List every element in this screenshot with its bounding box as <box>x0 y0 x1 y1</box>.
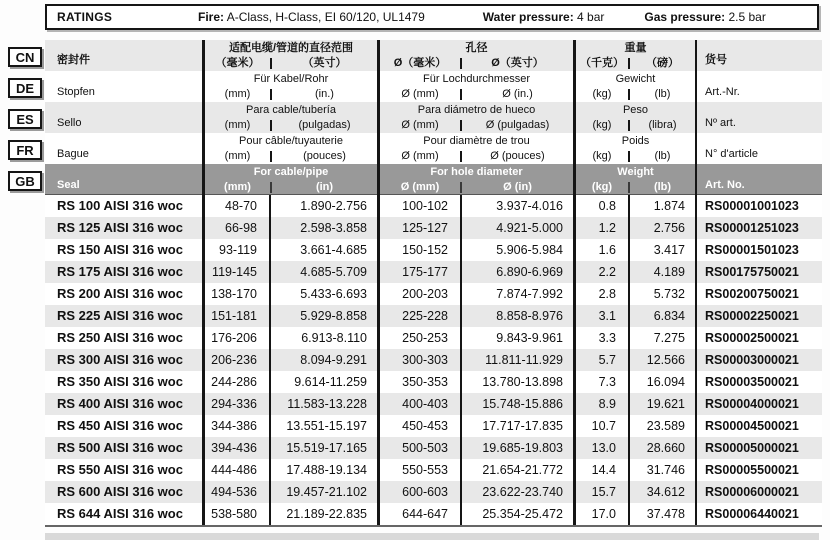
hole-diameter-group-units <box>380 179 573 195</box>
art-no-cell: RS00006440021 <box>705 507 799 521</box>
header-seal-cell <box>45 40 205 71</box>
table-row <box>45 217 822 239</box>
rating-label: Gas pressure: <box>644 10 726 24</box>
rating-gas-pressure <box>644 10 765 24</box>
cable-pipe-group <box>205 40 380 71</box>
weight-group <box>576 164 697 195</box>
cable-in-cell: 13.551-15.197 <box>271 415 380 437</box>
hole-in-cell: 13.780-13.898 <box>462 371 576 393</box>
art-no-cell: RS00002250021 <box>705 309 799 323</box>
seal-name-cell: RS 450 AISI 316 woc <box>45 415 205 437</box>
hole-in-cell: 6.890-6.969 <box>462 261 576 283</box>
cable-pipe-group-units <box>205 117 377 133</box>
lang-tag-de: DE <box>8 78 42 98</box>
weight-lb-cell: 31.746 <box>630 459 697 481</box>
weight-group-units <box>576 117 695 133</box>
weight-group-unit-left: (kg) <box>592 119 612 131</box>
hole-diameter-group <box>380 102 576 133</box>
weight-lb-cell: 16.094 <box>630 371 697 393</box>
weight-lb-cell: 6.834 <box>630 305 697 327</box>
cable-in-cell: 19.457-21.102 <box>271 481 380 503</box>
header-art-cell <box>697 71 822 102</box>
hole-diameter-group-unit-left: Ø (mm) <box>401 119 439 131</box>
weight-group-units <box>576 179 695 195</box>
table-row <box>45 195 822 217</box>
table-row <box>45 415 822 437</box>
cable-pipe-group-title: Für Kabel/Rohr <box>253 73 329 85</box>
hole-mm-cell: 150-152 <box>380 239 462 261</box>
weight-group-title: Poids <box>621 135 650 147</box>
hole-in-cell: 15.748-15.886 <box>462 393 576 415</box>
weight-group-units <box>576 86 695 102</box>
weight-group-units <box>576 148 695 164</box>
weight-lb-cell: 34.612 <box>630 481 697 503</box>
hole-diameter-group-unit-left: Ø (mm) <box>400 181 440 193</box>
header-seal-cell <box>45 102 205 133</box>
hole-in-cell: 4.921-5.000 <box>462 217 576 239</box>
header-art-cell <box>697 102 822 133</box>
header-art-label: Art. No. <box>705 179 745 191</box>
rating-fire <box>198 10 425 24</box>
cable-pipe-group-unit-right: (pouces) <box>303 150 346 162</box>
weight-kg-cell: 1.2 <box>576 217 630 239</box>
cable-in-cell: 9.614-11.259 <box>271 371 380 393</box>
rating-value: 4 bar <box>577 10 605 24</box>
hole-mm-cell: 300-303 <box>380 349 462 371</box>
hole-in-cell: 25.354-25.472 <box>462 503 576 525</box>
hole-diameter-group-unit-left: Ø (mm) <box>401 150 439 162</box>
rating-label: Fire: <box>198 10 225 24</box>
seal-name-cell: RS 225 AISI 316 woc <box>45 305 205 327</box>
weight-kg-cell: 15.7 <box>576 481 630 503</box>
cable-pipe-group-unit-left: (mm) <box>224 181 251 193</box>
header-row-es <box>45 102 822 133</box>
cable-mm-cell: 344-386 <box>205 415 271 437</box>
art-no-cell: RS00003000021 <box>705 353 799 367</box>
hole-mm-cell: 250-253 <box>380 327 462 349</box>
cable-in-cell: 5.433-6.693 <box>271 283 380 305</box>
art-no-cell: RS00006000021 <box>705 485 799 499</box>
art-no-cell: RS00002500021 <box>705 331 799 345</box>
cable-pipe-group-title: 适配电缆/管道的直径范围 <box>228 42 354 54</box>
hole-diameter-group-unit-right: Ø (pulgadas) <box>485 119 550 131</box>
hole-mm-cell: 550-553 <box>380 459 462 481</box>
cable-pipe-group <box>205 102 380 133</box>
weight-kg-cell: 8.9 <box>576 393 630 415</box>
hole-diameter-group-units <box>380 86 573 102</box>
table-row <box>45 349 822 371</box>
hole-in-cell: 23.622-23.740 <box>462 481 576 503</box>
cable-pipe-group-units <box>205 148 377 164</box>
weight-lb-cell: 5.732 <box>630 283 697 305</box>
weight-group-unit-left: (kg) <box>592 150 612 162</box>
cable-pipe-group-title: For cable/pipe <box>253 166 329 178</box>
hole-diameter-group <box>380 164 576 195</box>
cable-in-cell: 8.094-9.291 <box>271 349 380 371</box>
weight-group <box>576 133 697 164</box>
weight-group-unit-right: (lb) <box>653 181 672 193</box>
weight-group <box>576 102 697 133</box>
hole-mm-cell: 400-403 <box>380 393 462 415</box>
seal-name-cell: RS 175 AISI 316 woc <box>45 261 205 283</box>
cable-pipe-group-unit-left: (mm) <box>224 88 251 100</box>
hole-in-cell: 21.654-21.772 <box>462 459 576 481</box>
cable-pipe-group-title: Para cable/tubería <box>246 104 336 116</box>
cable-pipe-group <box>205 133 380 164</box>
header-seal-label: Stopfen <box>57 86 95 98</box>
hole-mm-cell: 225-228 <box>380 305 462 327</box>
cable-in-cell: 3.661-4.685 <box>271 239 380 261</box>
cable-in-cell: 6.913-8.110 <box>271 327 380 349</box>
hole-in-cell: 9.843-9.961 <box>462 327 576 349</box>
header-art-label: 货号 <box>705 54 727 66</box>
art-no-cell: RS00001501023 <box>705 243 799 257</box>
cable-mm-cell: 176-206 <box>205 327 271 349</box>
hole-in-cell: 3.937-4.016 <box>462 195 576 217</box>
seal-name-cell: RS 200 AISI 316 woc <box>45 283 205 305</box>
hole-in-cell: 8.858-8.976 <box>462 305 576 327</box>
ratings-title: RATINGS <box>57 10 113 24</box>
cable-pipe-group-unit-right: （英寸） <box>302 57 347 69</box>
cable-mm-cell: 244-286 <box>205 371 271 393</box>
cable-mm-cell: 151-181 <box>205 305 271 327</box>
cable-mm-cell: 119-145 <box>205 261 271 283</box>
weight-lb-cell: 2.756 <box>630 217 697 239</box>
cable-pipe-group-unit-left: （毫米） <box>215 57 260 69</box>
hole-diameter-group-units <box>380 55 573 71</box>
hole-diameter-group-unit-left: Ø（毫米） <box>393 57 447 69</box>
cable-pipe-group <box>205 164 380 195</box>
cable-pipe-group-unit-left: (mm) <box>224 150 251 162</box>
art-no-cell: RS00004000021 <box>705 397 799 411</box>
weight-lb-cell: 4.189 <box>630 261 697 283</box>
weight-group-unit-left: (kg) <box>592 88 612 100</box>
hole-diameter-group <box>380 40 576 71</box>
lang-tag-fr: FR <box>8 140 42 160</box>
header-seal-cell <box>45 71 205 102</box>
art-no-cell: RS00005500021 <box>705 463 799 477</box>
cable-in-cell: 17.488-19.134 <box>271 459 380 481</box>
weight-kg-cell: 17.0 <box>576 503 630 525</box>
weight-group-unit-right: (lb) <box>654 88 671 100</box>
cable-mm-cell: 206-236 <box>205 349 271 371</box>
weight-group-title: Peso <box>622 104 649 116</box>
weight-group-unit-right: (libra) <box>648 119 677 131</box>
weight-lb-cell: 7.275 <box>630 327 697 349</box>
seal-name-cell: RS 500 AISI 316 woc <box>45 437 205 459</box>
table-header <box>45 40 822 195</box>
hole-mm-cell: 500-503 <box>380 437 462 459</box>
art-no-cell: RS00175750021 <box>705 265 799 279</box>
hole-diameter-group-unit-left: Ø (mm) <box>401 88 439 100</box>
table-row <box>45 481 822 503</box>
seal-name-cell: RS 644 AISI 316 woc <box>45 503 205 525</box>
header-art-cell <box>697 133 822 164</box>
hole-mm-cell: 644-647 <box>380 503 462 525</box>
hole-in-cell: 17.717-17.835 <box>462 415 576 437</box>
header-seal-label: Bague <box>57 148 89 160</box>
table-row <box>45 327 822 349</box>
weight-group-unit-right: (lb) <box>654 150 671 162</box>
weight-group-title: 重量 <box>624 42 647 54</box>
header-row-fr <box>45 133 822 164</box>
table-row <box>45 393 822 415</box>
weight-lb-cell: 19.621 <box>630 393 697 415</box>
seal-name-cell: RS 100 AISI 316 woc <box>45 195 205 217</box>
hole-mm-cell: 200-203 <box>380 283 462 305</box>
weight-kg-cell: 3.1 <box>576 305 630 327</box>
weight-kg-cell: 3.3 <box>576 327 630 349</box>
cable-mm-cell: 294-336 <box>205 393 271 415</box>
weight-kg-cell: 1.6 <box>576 239 630 261</box>
seal-name-cell: RS 350 AISI 316 woc <box>45 371 205 393</box>
cable-pipe-group-unit-right: (pulgadas) <box>298 119 351 131</box>
cable-mm-cell: 48-70 <box>205 195 271 217</box>
rating-value: 2.5 bar <box>728 10 766 24</box>
table-row <box>45 371 822 393</box>
cable-mm-cell: 494-536 <box>205 481 271 503</box>
table-row <box>45 283 822 305</box>
cable-pipe-group-unit-right: (in.) <box>315 88 334 100</box>
hole-diameter-group-unit-right: Ø（英寸） <box>491 57 544 69</box>
hole-in-cell: 19.685-19.803 <box>462 437 576 459</box>
weight-group-title: Weight <box>617 166 654 178</box>
cable-pipe-group <box>205 71 380 102</box>
header-seal-cell <box>45 133 205 164</box>
cable-pipe-group-unit-right: (in) <box>315 181 334 193</box>
hole-mm-cell: 100-102 <box>380 195 462 217</box>
hole-diameter-group-title: For hole diameter <box>430 166 523 178</box>
hole-diameter-group-title: Für Lochdurchmesser <box>423 73 530 85</box>
seal-name-cell: RS 250 AISI 316 woc <box>45 327 205 349</box>
rating-label: Water pressure: <box>482 10 574 24</box>
seal-name-cell: RS 400 AISI 316 woc <box>45 393 205 415</box>
art-no-cell: RS00001001023 <box>705 199 799 213</box>
art-no-cell: RS00004500021 <box>705 419 799 433</box>
art-no-cell: RS00003500021 <box>705 375 799 389</box>
hole-diameter-group <box>380 71 576 102</box>
hole-mm-cell: 175-177 <box>380 261 462 283</box>
hole-diameter-group <box>380 133 576 164</box>
hole-in-cell: 11.811-11.929 <box>462 349 576 371</box>
hole-mm-cell: 450-453 <box>380 415 462 437</box>
cable-mm-cell: 444-486 <box>205 459 271 481</box>
weight-lb-cell: 23.589 <box>630 415 697 437</box>
header-seal-label: Seal <box>57 179 80 191</box>
header-seal-cell <box>45 164 205 195</box>
rating-water-pressure <box>483 10 605 24</box>
weight-lb-cell: 3.417 <box>630 239 697 261</box>
hole-mm-cell: 350-353 <box>380 371 462 393</box>
hole-in-cell: 7.874-7.992 <box>462 283 576 305</box>
table-row <box>45 437 822 459</box>
header-art-label: N° d'article <box>705 148 758 160</box>
cable-mm-cell: 93-119 <box>205 239 271 261</box>
weight-kg-cell: 10.7 <box>576 415 630 437</box>
hole-diameter-group-unit-right: Ø (pouces) <box>490 150 545 162</box>
weight-group-title: Gewicht <box>615 73 656 85</box>
cable-in-cell: 5.929-8.858 <box>271 305 380 327</box>
weight-group-unit-left: (kg) <box>591 181 613 193</box>
art-no-cell: RS00200750021 <box>705 287 799 301</box>
cable-in-cell: 21.189-22.835 <box>271 503 380 525</box>
weight-group <box>576 71 697 102</box>
weight-kg-cell: 0.8 <box>576 195 630 217</box>
hole-in-cell: 5.906-5.984 <box>462 239 576 261</box>
art-no-cell: RS00005000021 <box>705 441 799 455</box>
header-seal-label: Sello <box>57 117 82 129</box>
seal-spec-table <box>45 40 822 527</box>
cable-pipe-group-units <box>205 179 377 195</box>
weight-lb-cell: 1.874 <box>630 195 697 217</box>
cable-in-cell: 15.519-17.165 <box>271 437 380 459</box>
table-row <box>45 503 822 525</box>
hole-diameter-group-unit-right: Ø (in) <box>503 181 532 193</box>
weight-lb-cell: 37.478 <box>630 503 697 525</box>
art-no-cell: RS00001251023 <box>705 221 799 235</box>
weight-lb-cell: 12.566 <box>630 349 697 371</box>
header-row-de <box>45 71 822 102</box>
table-body <box>45 195 822 525</box>
rating-value: A-Class, H-Class, EI 60/120, UL1479 <box>226 10 425 24</box>
cable-pipe-group-title: Pour câble/tuyauterie <box>239 135 343 147</box>
header-art-cell <box>697 164 822 195</box>
seal-name-cell: RS 550 AISI 316 woc <box>45 459 205 481</box>
next-section-cropped-strip <box>45 533 819 540</box>
cable-in-cell: 4.685-5.709 <box>271 261 380 283</box>
table-row <box>45 239 822 261</box>
weight-kg-cell: 2.8 <box>576 283 630 305</box>
hole-diameter-group-units <box>380 117 573 133</box>
hole-diameter-group-title: Para diámetro de hueco <box>417 104 536 116</box>
cable-pipe-group-unit-left: (mm) <box>224 119 251 131</box>
hole-diameter-group-title: Pour diamètre de trou <box>423 135 530 147</box>
header-row-cn <box>45 40 822 71</box>
cable-in-cell: 1.890-2.756 <box>271 195 380 217</box>
cable-mm-cell: 538-580 <box>205 503 271 525</box>
weight-kg-cell: 2.2 <box>576 261 630 283</box>
weight-kg-cell: 13.0 <box>576 437 630 459</box>
weight-kg-cell: 5.7 <box>576 349 630 371</box>
weight-group-unit-left: （千克） <box>580 57 624 69</box>
hole-mm-cell: 125-127 <box>380 217 462 239</box>
weight-group-units <box>576 55 695 71</box>
table-row <box>45 305 822 327</box>
header-art-label: Nº art. <box>705 117 736 129</box>
weight-kg-cell: 14.4 <box>576 459 630 481</box>
hole-mm-cell: 600-603 <box>380 481 462 503</box>
cable-pipe-group-units <box>205 55 377 71</box>
weight-kg-cell: 7.3 <box>576 371 630 393</box>
weight-group-unit-right: （磅） <box>646 57 679 69</box>
seal-name-cell: RS 600 AISI 316 woc <box>45 481 205 503</box>
hole-diameter-group-unit-right: Ø (in.) <box>502 88 533 100</box>
cable-in-cell: 2.598-3.858 <box>271 217 380 239</box>
hole-diameter-group-title: 孔径 <box>465 42 488 54</box>
hole-diameter-group-units <box>380 148 573 164</box>
table-row <box>45 261 822 283</box>
header-seal-label: 密封件 <box>57 54 90 66</box>
header-art-cell <box>697 40 822 71</box>
cable-in-cell: 11.583-13.228 <box>271 393 380 415</box>
lang-tag-es: ES <box>8 109 42 129</box>
cable-pipe-group-units <box>205 86 377 102</box>
weight-group <box>576 40 697 71</box>
table-row <box>45 459 822 481</box>
ratings-bar <box>45 4 819 30</box>
lang-tag-gb: GB <box>8 171 42 191</box>
seal-name-cell: RS 125 AISI 316 woc <box>45 217 205 239</box>
seal-name-cell: RS 150 AISI 316 woc <box>45 239 205 261</box>
header-row-gb <box>45 164 822 195</box>
cable-mm-cell: 66-98 <box>205 217 271 239</box>
header-art-label: Art.-Nr. <box>705 86 740 98</box>
cable-mm-cell: 138-170 <box>205 283 271 305</box>
seal-name-cell: RS 300 AISI 316 woc <box>45 349 205 371</box>
lang-tag-cn: CN <box>8 47 42 67</box>
weight-lb-cell: 28.660 <box>630 437 697 459</box>
cable-mm-cell: 394-436 <box>205 437 271 459</box>
